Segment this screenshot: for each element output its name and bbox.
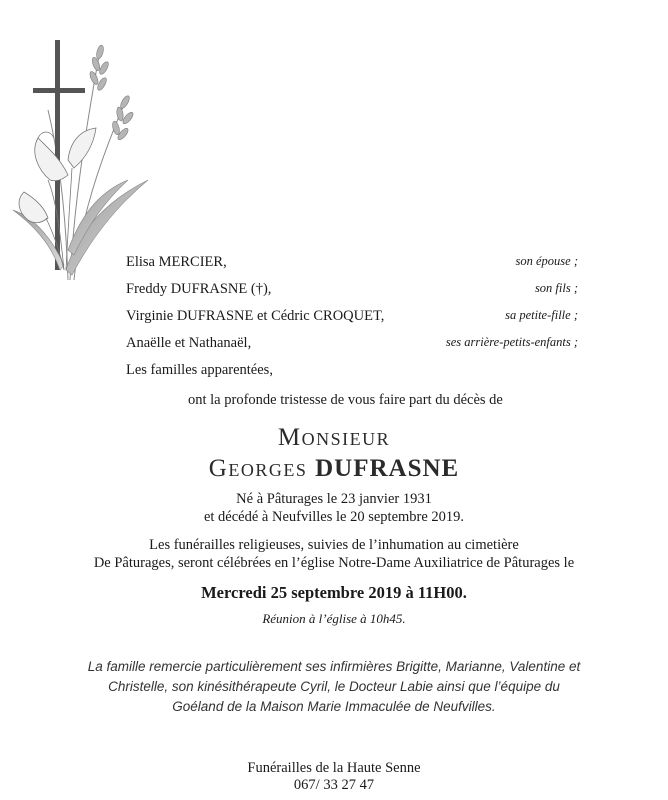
funeral-line: Les funérailles religieuses, suivies de l’inhumation au cimetière [149, 537, 519, 553]
family-relation: son fils ; [534, 281, 578, 295]
family-relation: son épouse ; [515, 254, 578, 268]
deceased-first-name: Georges [208, 455, 308, 482]
thanks-line: Goéland de la Maison Marie Immaculée de Neufvilles. [172, 699, 496, 714]
funeral-home-phone: 067/ 33 27 47 [293, 777, 375, 793]
families-line: Les familles apparentées, [126, 362, 273, 378]
deceased-name [0, 455, 668, 483]
death-line: et décédé à Neufvilles le 20 septembre 2019. [203, 509, 465, 525]
deceased-surname: DUFRASNE [315, 455, 460, 482]
family-row [126, 281, 578, 301]
meeting-time: Réunion à l’église à 10h45. [262, 611, 406, 626]
family-relation: ses arrière-petits-enfants ; [445, 335, 578, 349]
thanks-line: La famille remercie particulièrement ses infirmières Brigitte, Marianne, Valentine et [87, 659, 581, 674]
family-row [126, 254, 578, 274]
family-member-name: Anaëlle et Nathanaël, [126, 335, 252, 351]
funeral-home-name: Funérailles de la Haute Senne [247, 760, 421, 776]
family-row [126, 335, 578, 355]
cross-lily-ornament [8, 30, 158, 290]
deceased-honorific: Monsieur [277, 424, 391, 451]
family-member-name: Virginie DUFRASNE et Cédric CROQUET, [126, 308, 385, 324]
ceremony-date-time: Mercredi 25 septembre 2019 à 11H00. [201, 583, 467, 602]
thanks-line: Christelle, son kinésithérapeute Cyril, le Docteur Labie ainsi que l’équipe du [108, 679, 560, 694]
family-member-name: Elisa MERCIER, [126, 254, 227, 270]
announcement-line: ont la profonde tristesse de vous faire part du décès de [188, 392, 503, 408]
family-member-name: Freddy DUFRASNE (†), [126, 281, 272, 297]
birth-line: Né à Pâturages le 23 janvier 1931 [236, 491, 432, 507]
family-row [126, 308, 578, 328]
family-relation: sa petite-fille ; [505, 308, 578, 322]
funeral-line: De Pâturages, seront célébrées en l’église Notre-Dame Auxiliatrice de Pâturages le [93, 555, 575, 571]
